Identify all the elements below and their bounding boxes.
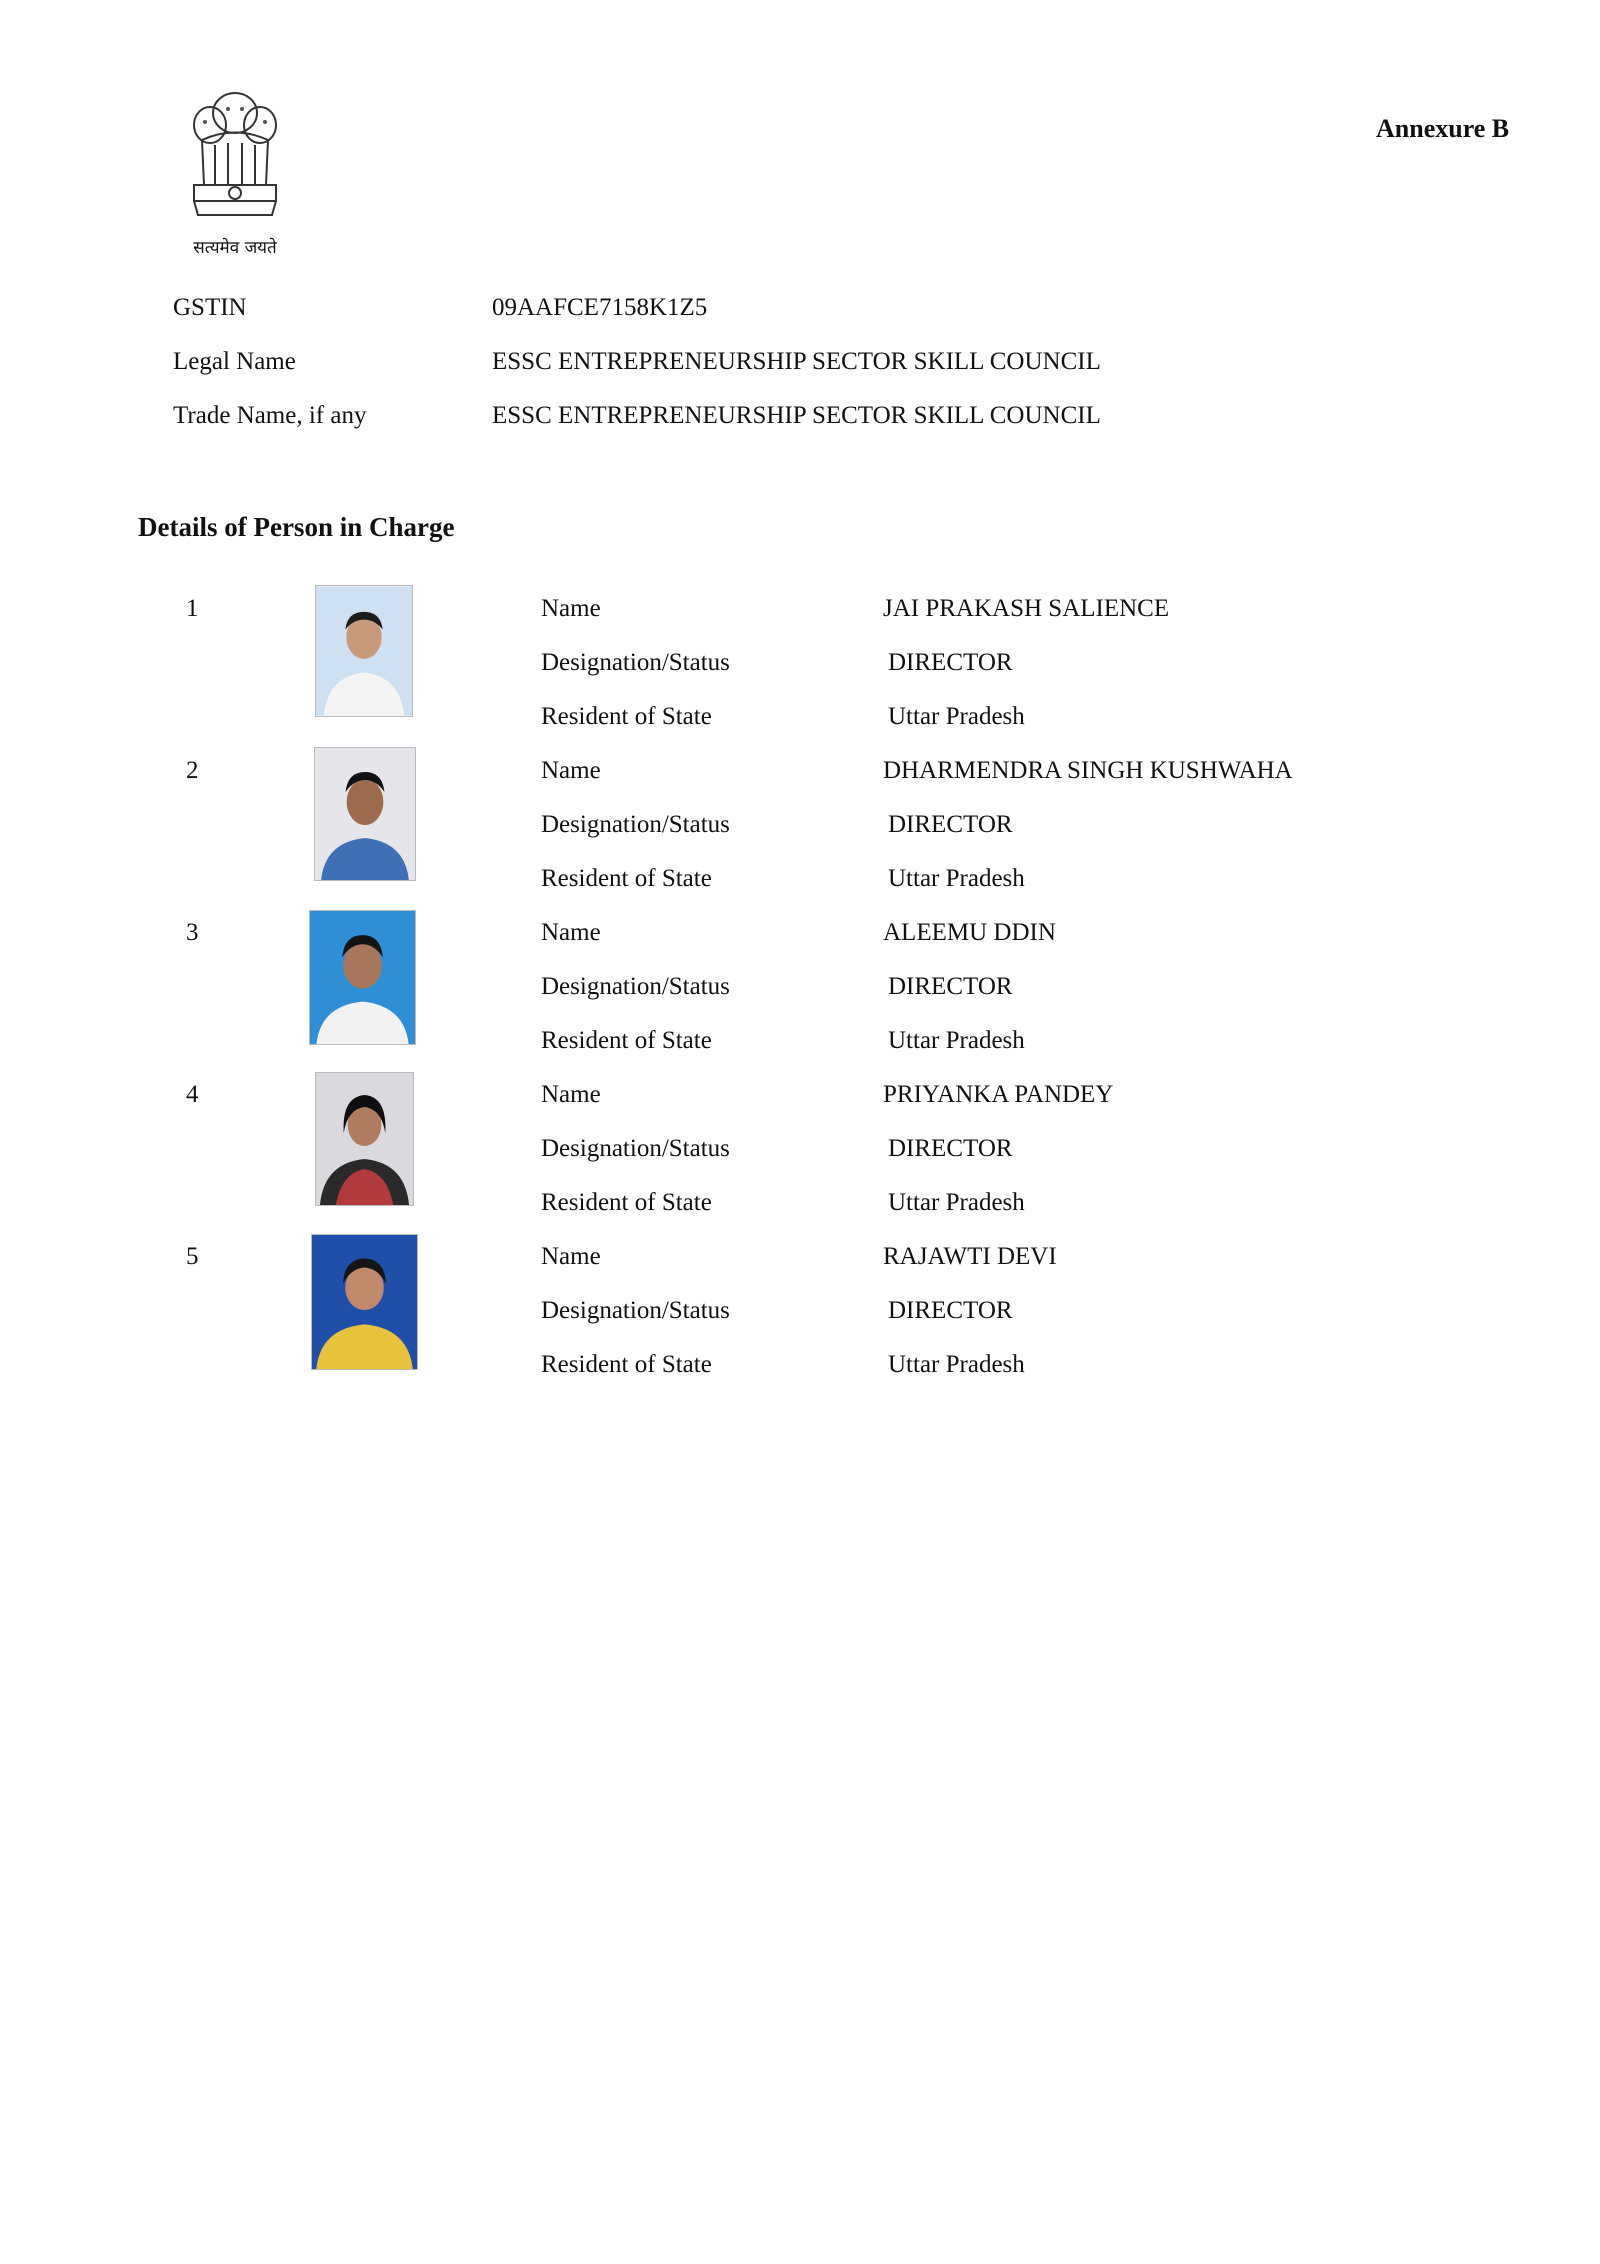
person-state: Uttar Pradesh xyxy=(888,1351,1025,1378)
person-name: RAJAWTI DEVI xyxy=(883,1243,1057,1270)
person-designation: DIRECTOR xyxy=(888,1297,1013,1324)
person-name: ALEEMU DDIN xyxy=(883,919,1056,946)
state-emblem-icon xyxy=(180,85,290,235)
person-photo-icon xyxy=(315,748,415,880)
designation-label: Designation/Status xyxy=(541,811,730,838)
person-name: DHARMENDRA SINGH KUSHWAHA xyxy=(883,757,1293,784)
state-label: Resident of State xyxy=(541,1351,712,1378)
person-photo-icon xyxy=(316,1073,413,1205)
designation-label: Designation/Status xyxy=(541,649,730,676)
person-state: Uttar Pradesh xyxy=(888,1027,1025,1054)
person-name: PRIYANKA PANDEY xyxy=(883,1081,1114,1108)
designation-label: Designation/Status xyxy=(541,1297,730,1324)
gstin-label: GSTIN xyxy=(173,294,247,321)
person-index: 1 xyxy=(186,595,199,622)
person-index: 4 xyxy=(186,1081,199,1108)
legal-name-value: ESSC ENTREPRENEURSHIP SECTOR SKILL COUNCIL xyxy=(492,348,1101,375)
person-photo xyxy=(315,1072,414,1206)
person-designation: DIRECTOR xyxy=(888,973,1013,1000)
person-index: 3 xyxy=(186,919,199,946)
person-photo xyxy=(311,1234,418,1370)
state-label: Resident of State xyxy=(541,703,712,730)
person-designation: DIRECTOR xyxy=(888,649,1013,676)
name-label: Name xyxy=(541,919,601,946)
state-label: Resident of State xyxy=(541,865,712,892)
person-state: Uttar Pradesh xyxy=(888,1189,1025,1216)
name-label: Name xyxy=(541,1081,601,1108)
person-photo-icon xyxy=(312,1235,417,1369)
gstin-value: 09AAFCE7158K1Z5 xyxy=(492,294,708,321)
person-index: 5 xyxy=(186,1243,199,1270)
person-designation: DIRECTOR xyxy=(888,1135,1013,1162)
legal-name-label: Legal Name xyxy=(173,348,296,375)
person-index: 2 xyxy=(186,757,199,784)
state-label: Resident of State xyxy=(541,1027,712,1054)
annexure-label: Annexure B xyxy=(1376,114,1510,143)
person-photo xyxy=(314,747,416,881)
trade-name-label: Trade Name, if any xyxy=(173,402,367,429)
emblem-motto: सत्यमेव जयते xyxy=(193,238,277,258)
trade-name-value: ESSC ENTREPRENEURSHIP SECTOR SKILL COUNCIL xyxy=(492,402,1101,429)
name-label: Name xyxy=(541,1243,601,1270)
person-photo xyxy=(315,585,413,717)
person-state: Uttar Pradesh xyxy=(888,865,1025,892)
state-label: Resident of State xyxy=(541,1189,712,1216)
state-emblem xyxy=(180,85,290,260)
name-label: Name xyxy=(541,595,601,622)
name-label: Name xyxy=(541,757,601,784)
designation-label: Designation/Status xyxy=(541,1135,730,1162)
designation-label: Designation/Status xyxy=(541,973,730,1000)
person-name: JAI PRAKASH SALIENCE xyxy=(883,595,1170,622)
person-photo-icon xyxy=(316,586,412,716)
person-photo xyxy=(309,910,416,1045)
person-designation: DIRECTOR xyxy=(888,811,1013,838)
person-photo-icon xyxy=(310,911,415,1044)
section-heading: Details of Person in Charge xyxy=(138,512,455,542)
person-state: Uttar Pradesh xyxy=(888,703,1025,730)
